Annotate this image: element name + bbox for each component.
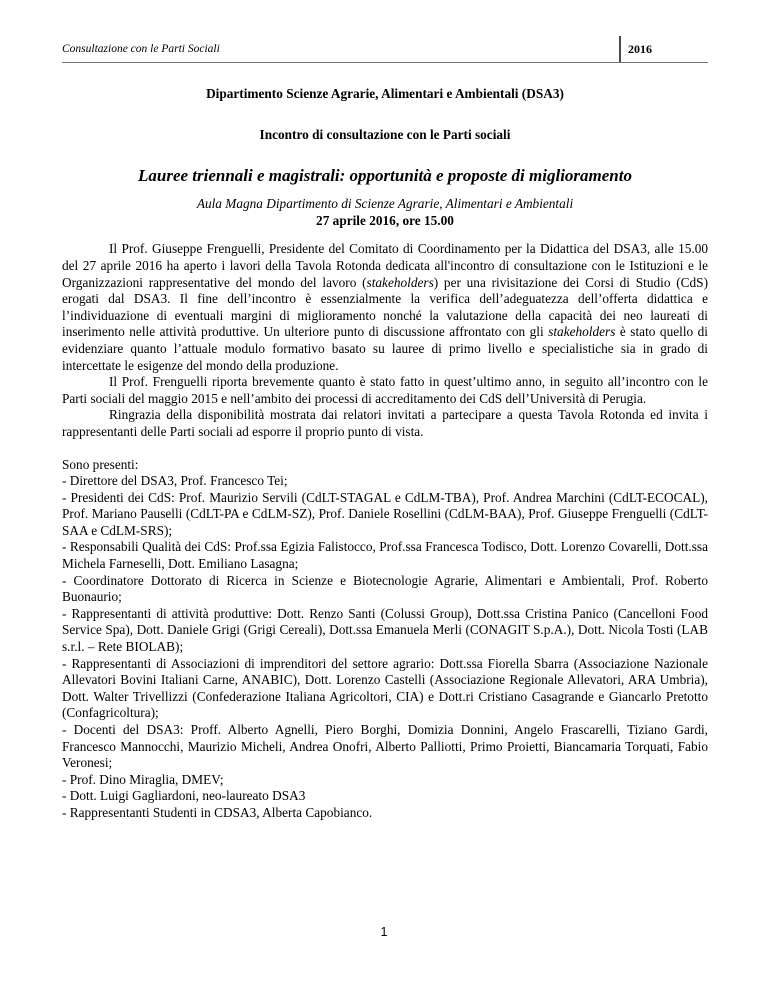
header-year: 2016	[628, 42, 652, 56]
header-rule	[62, 62, 708, 63]
attendee-item: - Presidenti dei CdS: Prof. Maurizio Servili (CdLT-STAGAL e CdLM-TBA), Prof. Andrea Marchini (CdLT-ECOCAL), Prof. Mariano Pauselli (CdLT-PA e CdLM-SZ), Prof. Daniele Rosellini (CdLM-BAA), Prof. Giuseppe Frenguelli (CdLT-SAA e CdLM-SRS);	[62, 489, 708, 538]
attendee-item: - Docenti del DSA3: Proff. Alberto Agnelli, Piero Borghi, Domizia Donnini, Angelo Frascarelli, Tiziano Gardi, Francesco Mannocchi, Maurizio Micheli, Andrea Onofri, Alberto Palliotti, Primo Proietti, Biancamaria Torquati, Fabio Veronesi;	[62, 722, 708, 771]
document-body	[62, 86, 708, 822]
attendee-item: - Responsabili Qualità dei CdS: Prof.ssa Egizia Falistocco, Prof.ssa Francesca Todisco, Dott. Lorenzo Covarelli, Dott.ssa Michela Farneselli, Dott. Emiliano Lasagna;	[62, 539, 708, 572]
document-title: Lauree triennali e magistrali: opportunità e proposte di miglioramento	[138, 166, 632, 186]
meeting-heading: Incontro di consultazione con le Parti sociali	[259, 126, 511, 142]
paragraph-opening	[62, 241, 708, 374]
venue: Aula Magna Dipartimento di Scienze Agrarie, Alimentari e Ambientali	[196, 196, 574, 212]
header-separator	[619, 36, 621, 62]
header-title: Consultazione con le Parti Sociali	[62, 43, 220, 55]
p1-text-a: Il Prof. Giuseppe Frenguelli, Presidente del Comitato di Coordinamento per la Didattica del DSA3, alle 15.00 del 27 aprile 2016 ha aperto i lavori della Tavola Rotonda dedicata all'incontro di consultazione con le Istituzioni e le Organizzazioni rappresentative del mondo del lavoro (	[62, 241, 708, 290]
attendee-item: - Rappresentanti di attività produttive: Dott. Renzo Santi (Colussi Group), Dott.ssa Cristina Panico (Cancelloni Food Service Spa), Dott. Daniele Grigi (Grigi Cereali), Dott.ssa Emanuela Merli (CONAGIT S.p.A.), Dott. Nicola Tosti (LAB s.r.l. – Rete BIOLAB);	[62, 605, 708, 655]
meeting-date: 27 aprile 2016, ore 15.00	[316, 212, 454, 228]
p1-text-c: è stato quello di evidenziare quanto l’attuale modulo formativo basato su lauree di primo livello e specialistiche sia in grado di intercettate le esigenze del mondo della produzione.	[62, 324, 709, 373]
paragraph-report: Il Prof. Frenguelli riporta brevemente quanto è stato fatto in quest’ultimo anno, in seguito all’incontro con le Parti sociali del maggio 2015 e nell’ambito dei processi di accreditamento dei CdS dell’Università di Perugia.	[62, 374, 708, 406]
attendee-item: - Rappresentanti Studenti in CDSA3, Alberta Capobianco.	[62, 804, 373, 820]
p1-italic-a: stakeholders	[366, 274, 434, 290]
attendee-item: - Prof. Dino Miraglia, DMEV;	[62, 771, 224, 787]
attendee-item: - Direttore del DSA3, Prof. Francesco Tei;	[62, 473, 288, 489]
page-header	[62, 42, 708, 62]
attendee-item: - Rappresentanti di Associazioni di imprenditori del settore agrario: Dott.ssa Fiorella Sbarra (Associazione Nazionale Allevatori Bovini Italiani Carne, ANABIC), Dott. Lorenzo Castelli (Associazione Regionale Allevatori, ARA Umbria), Dott. Walter Trivellizzi (Confederazione Italiana Agricoltori, CIA) e Dott.ri Cristiano Casagrande e Giancarlo Pretotto (Confagricoltura);	[62, 655, 708, 721]
department-heading: Dipartimento Scienze Agrarie, Alimentari e Ambientali (DSA3)	[206, 86, 564, 101]
attendees-intro: Sono presenti:	[62, 456, 139, 472]
p1-text-b: ) per una rivisitazione dei Corsi di Studio (CdS) erogati dal DSA3. Il fine dell’incontro è essenzialmente la verifica dell’adeguatezza dell’offerta didattica e l’individuazione di eventuali margini di miglioramento nonché la valutazione della capacità dei neo laureati di inserimento nelle attività produttive. Un ulteriore punto di discussione affrontato con gli	[62, 274, 708, 340]
attendee-item: - Dott. Luigi Gagliardoni, neo-laureato DSA3	[62, 788, 306, 804]
attendee-item: - Coordinatore Dottorato di Ricerca in Scienze e Biotecnologie Agrarie, Alimentari e Ambientali, Prof. Roberto Buonaurio;	[62, 572, 708, 605]
page-number: 1	[380, 925, 388, 939]
p1-italic-b: stakeholders	[548, 324, 616, 340]
paragraph-thanks: Ringrazia della disponibilità mostrata dai relatori invitati a partecipare a questa Tavola Rotonda ed invita i rappresentanti delle Parti sociali ad esporre il proprio punto di vista.	[62, 407, 708, 439]
